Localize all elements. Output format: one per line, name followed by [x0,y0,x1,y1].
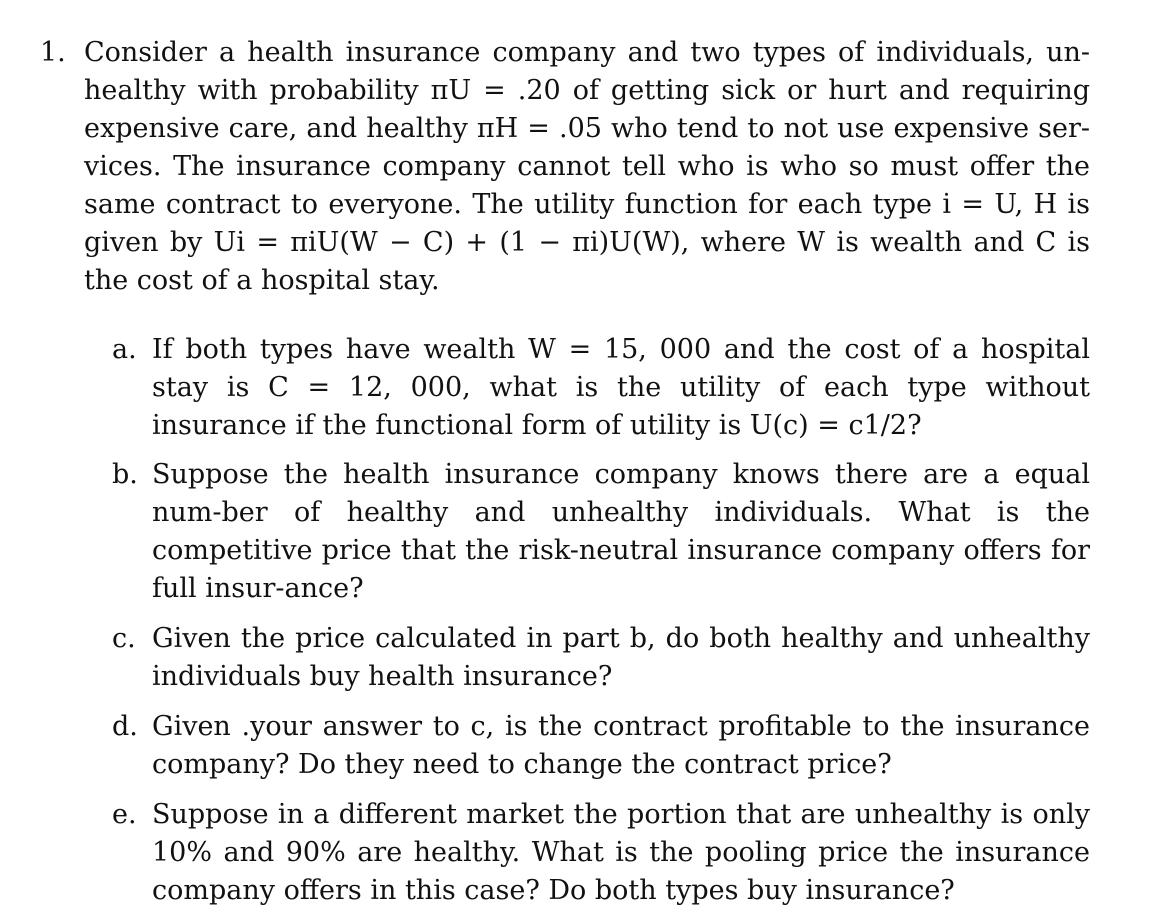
problem-intro: Consider a health insurance company and two types of individuals, un-healthy with probability πU = .20 of getting sick or hurt and requiring expensive care, and healthy πH = .05 who tend to not use expensive ser-vices. The insurance company cannot tell who is who so must offer the same contract to everyone. The utility function for each type i = U, H is given by Ui = πiU(W − C) + (1 − πi)U(W), where W is wealth and C is the cost of a hospital stay. [84,37,1090,296]
part-c [112,620,1090,696]
part-b-letter: b. [112,459,138,490]
problem-number: 1. [40,37,66,68]
part-b-text: Suppose the health insurance company knows there are a equal num-ber of healthy and unhealthy individuals. What is the competitive price that the risk-neutral insurance company offers for full insur-ance? [152,459,1090,604]
part-a-text: If both types have wealth W = 15, 000 and the cost of a hospital stay is C = 12, 000, what is the utility of each type without insurance if the functional form of utility is U(c) = c1/2? [152,334,1090,441]
part-a-letter: a. [112,334,137,365]
part-c-text: Given the price calculated in part b, do both healthy and unhealthy individuals buy health insurance? [152,623,1090,692]
part-e [112,796,1090,910]
part-e-text: Suppose in a different market the portion that are unhealthy is only 10% and 90% are healthy. What is the pooling price the insurance company offers in this case? Do both types buy insurance? [152,799,1090,906]
part-e-letter: e. [112,799,137,830]
part-c-letter: c. [112,623,136,654]
problem-1 [40,34,1090,906]
part-d-letter: d. [112,711,138,742]
part-d [112,708,1090,784]
part-b [112,456,1090,608]
part-d-text: Given .your answer to c, is the contract profitable to the insurance company? Do they need to change the contract price? [152,711,1090,780]
part-a [112,331,1090,445]
